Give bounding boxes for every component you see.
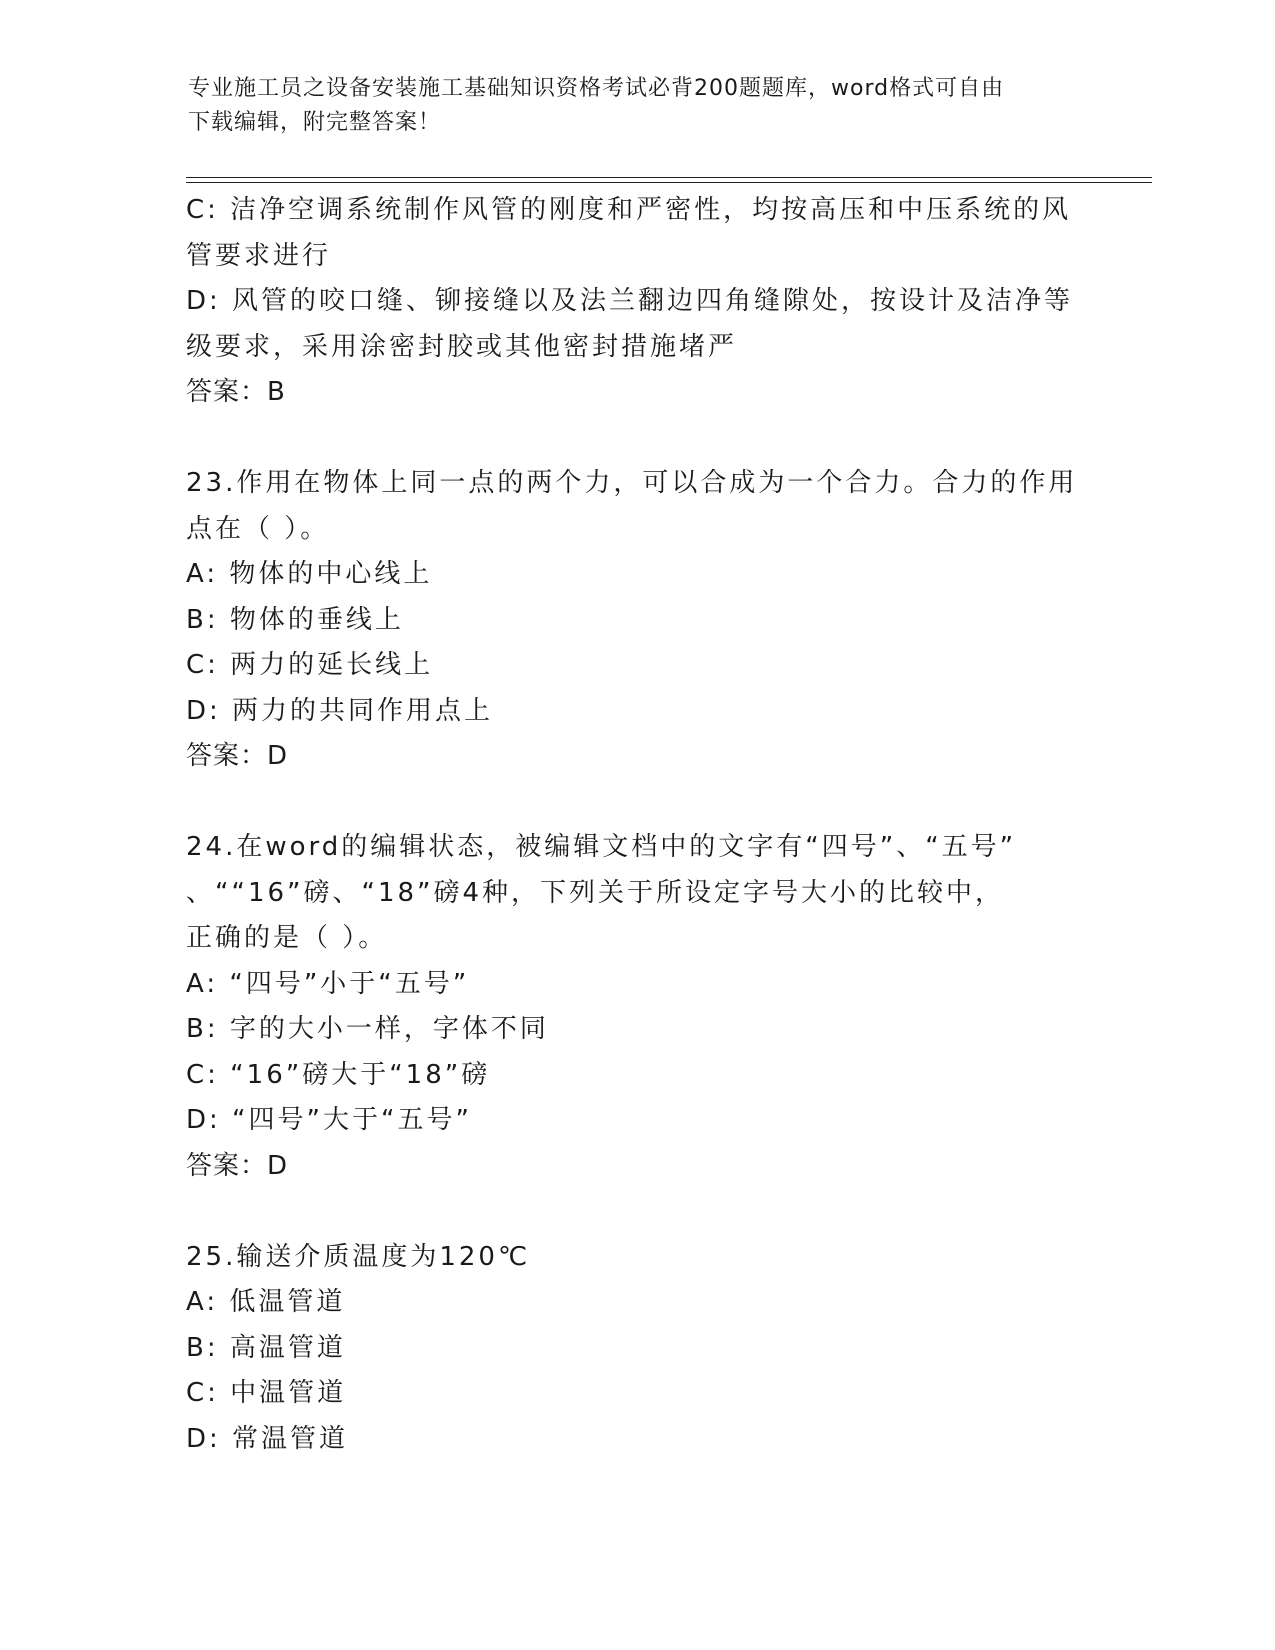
question-stem-line: 24.在word的编辑状态，被编辑文档中的文字有“四号”、“五号” [186,832,1017,862]
question-stem-line: 25.输送介质温度为120℃ [186,1241,531,1272]
answer-line: 答案：D [186,741,289,771]
question-stem-line: 正确的是（ ）。 [186,923,388,953]
question-23 [186,461,1086,780]
header-line-2: 下载编辑，附完整答案！ [188,110,442,135]
option-a: A: 低温管道 [186,1287,346,1317]
answer-line: 答案：B [186,377,286,407]
spacer [186,1189,1086,1235]
document-header [188,72,1068,140]
option-a: A: 物体的中心线上 [186,559,433,589]
option-b: B: 物体的垂线上 [186,604,404,635]
spacer [186,416,1086,462]
question-25 [186,1235,1086,1463]
header-rule-bottom [186,182,1152,183]
question-24 [186,825,1086,1189]
option-c: C: “16”磅大于“18”磅 [186,1059,491,1090]
header-rule-top [186,177,1152,178]
option-d: D: “四号”大于“五号” [186,1105,472,1135]
header-line-1: 专业施工员之设备安装施工基础知识资格考试必背200题题库，word格式可自由 [188,76,1005,101]
question-stem-line: 、““16”磅、“18”磅4种，下列关于所设定字号大小的比较中， [186,877,1005,908]
document-body [186,188,1086,1462]
answer-line: 答案：D [186,1150,289,1181]
option-a: A: “四号”小于“五号” [186,968,470,999]
option-c: C: 两力的延长线上 [186,650,434,680]
option-c: C: 中温管道 [186,1378,347,1408]
question-22-continuation [186,188,1086,416]
question-stem-line: 23.作用在物体上同一点的两个力，可以合成为一个合力。合力的作用 [186,468,1078,498]
option-d-line: D: 风管的咬口缝、铆接缝以及法兰翻边四角缝隙处，按设计及洁净等 [186,286,1074,316]
option-b: B: 高温管道 [186,1332,346,1363]
option-b: B: 字的大小一样，字体不同 [186,1014,549,1044]
option-d: D: 两力的共同作用点上 [186,695,494,726]
option-d: D: 常温管道 [186,1423,349,1454]
question-stem-line: 点在（ ）。 [186,513,330,544]
option-c-line: 管要求进行 [186,240,332,271]
option-c-line: C: 洁净空调系统制作风管的刚度和严密性，均按高压和中压系统的风 [186,195,1072,225]
spacer [186,780,1086,826]
option-d-line: 级要求，采用涂密封胶或其他密封措施堵严 [186,331,738,362]
